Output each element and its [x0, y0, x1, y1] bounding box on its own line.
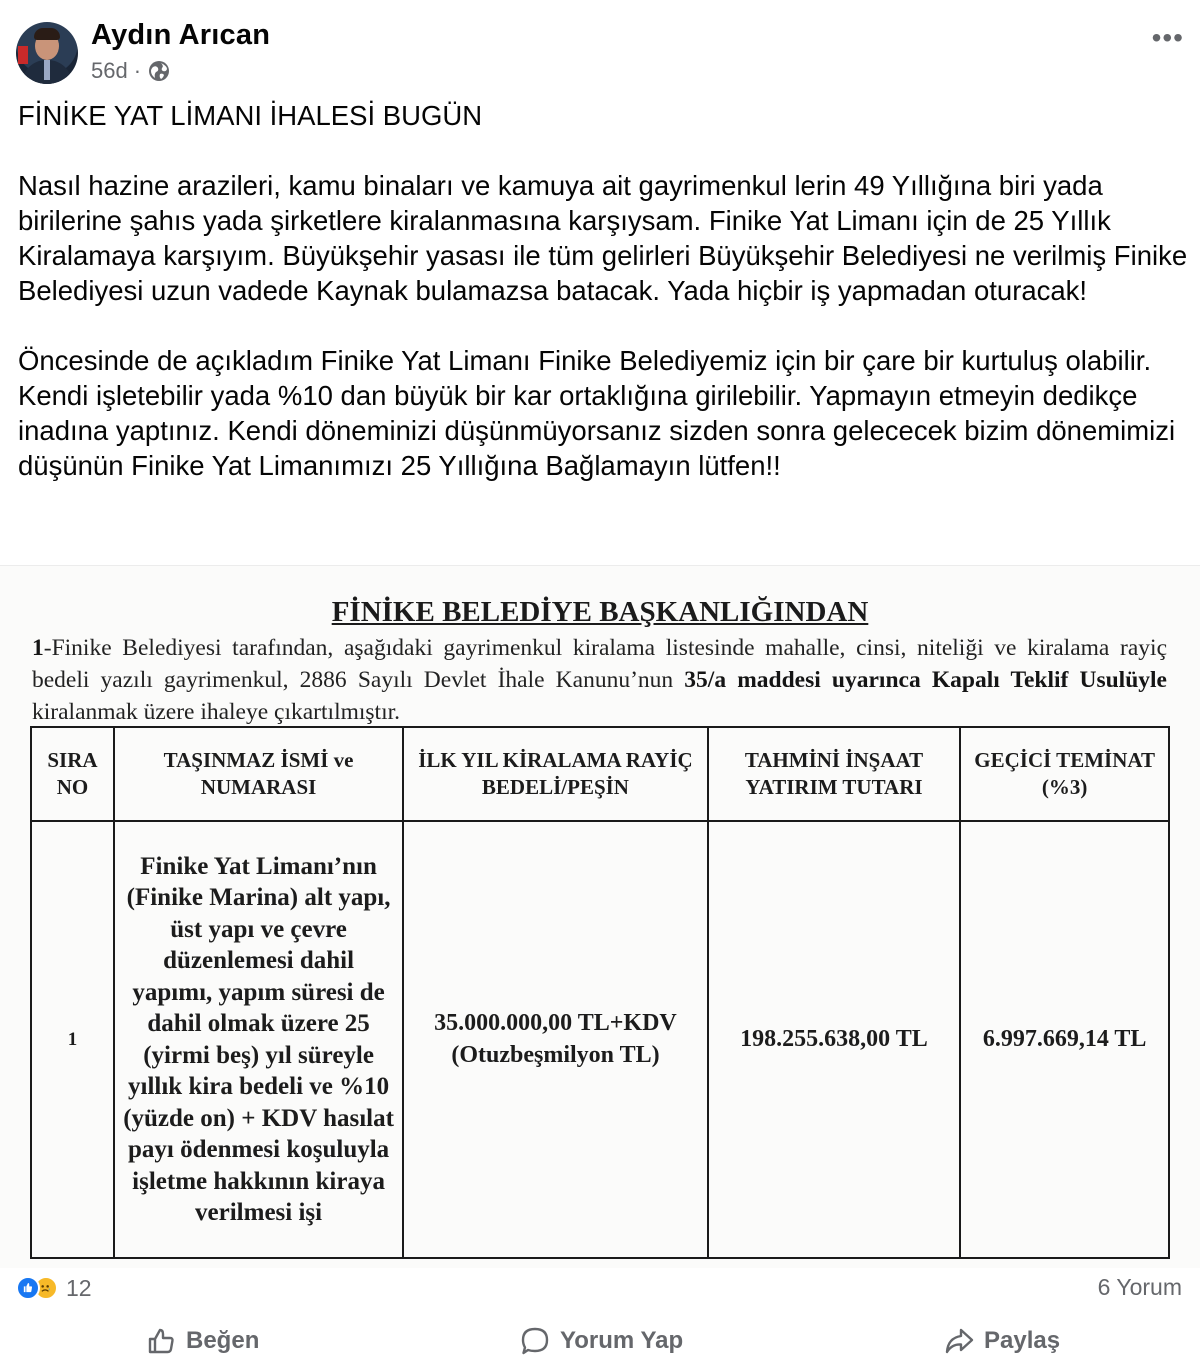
header-tasinmaz: TAŞINMAZ İSMİ ve NUMARASI — [114, 727, 403, 821]
post-header — [0, 0, 1200, 96]
share-label: Paylaş — [984, 1327, 1061, 1354]
post-paragraph-1: Nasıl hazine arazileri, kamu binaları ve kamuya ait gayrimenkul lerin 49 Yıllığına biri yada birilerine şahıs yada şirketlere kiralanmasına karşıysam. Finike Yat Limanı için de 25 Yıllık Kiralamaya karşıyım. Büyükşehir yasası ile tüm gelirleri Büyükşehir Belediyesi ne verilmiş Finike Belediyesi uzun vadede Kaynak bulamazsa batacak. Yada hiçbir iş yapmadan oturacak! — [18, 170, 1188, 306]
cell-investment: 198.255.638,00 TL — [708, 821, 961, 1258]
cell-description: Finike Yat Limanı’nın (Finike Marina) alt yapı, üst yapı ve çevre düzenlemesi dahil yapımı, yapım süresi de dahil olmak üzere 25 (yirmi beş) yıl süreyle yıllık kira bedeli ve %10 (yüzde on) + KDV hasılat payı ödenmesi koşuluyla işletme hakkının kiraya verilmesi işi — [114, 821, 403, 1258]
globe-icon — [147, 59, 171, 83]
like-button[interactable] — [146, 1326, 259, 1356]
comment-label: Yorum Yap — [560, 1327, 684, 1354]
share-arrow-icon — [944, 1326, 974, 1356]
reaction-summary[interactable] — [16, 1272, 92, 1304]
comment-count-link[interactable]: 6 Yorum — [1097, 1274, 1182, 1300]
header-sira-no: SIRA NO — [31, 727, 114, 821]
intro-text-2: kiralanmak üzere ihaleye çıkartılmıştır. — [32, 699, 401, 725]
cell-deposit: 6.997.669,14 TL — [960, 821, 1169, 1258]
post-text — [18, 98, 1188, 483]
meta-separator: · — [133, 58, 142, 83]
thumbs-up-icon — [146, 1326, 176, 1356]
table-header-row — [31, 727, 1169, 821]
share-button[interactable] — [944, 1326, 1060, 1356]
post-time[interactable]: 56d — [91, 58, 128, 83]
cell-sira-no: 1 — [31, 821, 114, 1258]
like-reaction-icon — [16, 1276, 40, 1300]
like-label: Beğen — [186, 1327, 260, 1354]
header-gecici-teminat: GEÇİCİ TEMİNAT (%3) — [960, 727, 1169, 821]
document-heading: FİNİKE BELEDİYE BAŞKANLIĞINDAN — [331, 596, 869, 628]
more-options-button[interactable]: ••• — [1151, 22, 1184, 53]
cell-rent: 35.000.000,00 TL+KDV (Otuzbeşmilyon TL) — [403, 821, 707, 1258]
author-name[interactable]: Aydın Arıcan — [91, 19, 271, 51]
post-action-bar — [0, 1316, 1200, 1368]
post-title: FİNİKE YAT LİMANI İHALESİ BUGÜN — [18, 100, 483, 131]
intro-text-1: -Finike Belediyesi tarafından, aşağıdaki gayrimenkul kiralama listesinde mahalle, cinsi, niteliği ve kiralama rayiç bedeli yazılı gayrimenkul, 2886 Sayılı Devlet İhale Kanunu’nun — [32, 635, 1167, 693]
document-intro — [32, 632, 1167, 728]
author-avatar[interactable] — [16, 22, 78, 84]
header-yatirim-tutari: TAHMİNİ İNŞAAT YATIRIM TUTARI — [708, 727, 961, 821]
attached-document-image[interactable] — [0, 565, 1200, 1268]
table-row — [31, 821, 1169, 1258]
intro-number: 1 — [32, 635, 44, 661]
intro-bold-text: 35/a maddesi uyarınca Kapalı Teklif Usulüyle — [684, 667, 1167, 693]
header-kiralama-bedeli: İLK YIL KİRALAMA RAYİÇ BEDELİ/PEŞİN — [403, 727, 707, 821]
comment-button[interactable] — [520, 1326, 683, 1356]
comment-bubble-icon — [520, 1326, 550, 1356]
post-meta — [91, 58, 171, 84]
lease-table — [30, 726, 1170, 1259]
post-paragraph-2: Öncesinde de açıkladım Finike Yat Limanı Finike Belediyemiz için bir çare bir kurtuluş olabilir. Kendi işletebilir yada %10 dan büyük bir kar ortaklığına girilebilir. Yapmayın etmeyin dedikçe inadına yaptınız. Kendi döneminizi düşünmüyorsanız sizden sonra gelececek bizim dönemimizi düşünün Finike Yat Limanımızı 25 Yıllığına Bağlamayın lütfen!! — [18, 345, 1176, 481]
reaction-count: 12 — [66, 1274, 92, 1301]
